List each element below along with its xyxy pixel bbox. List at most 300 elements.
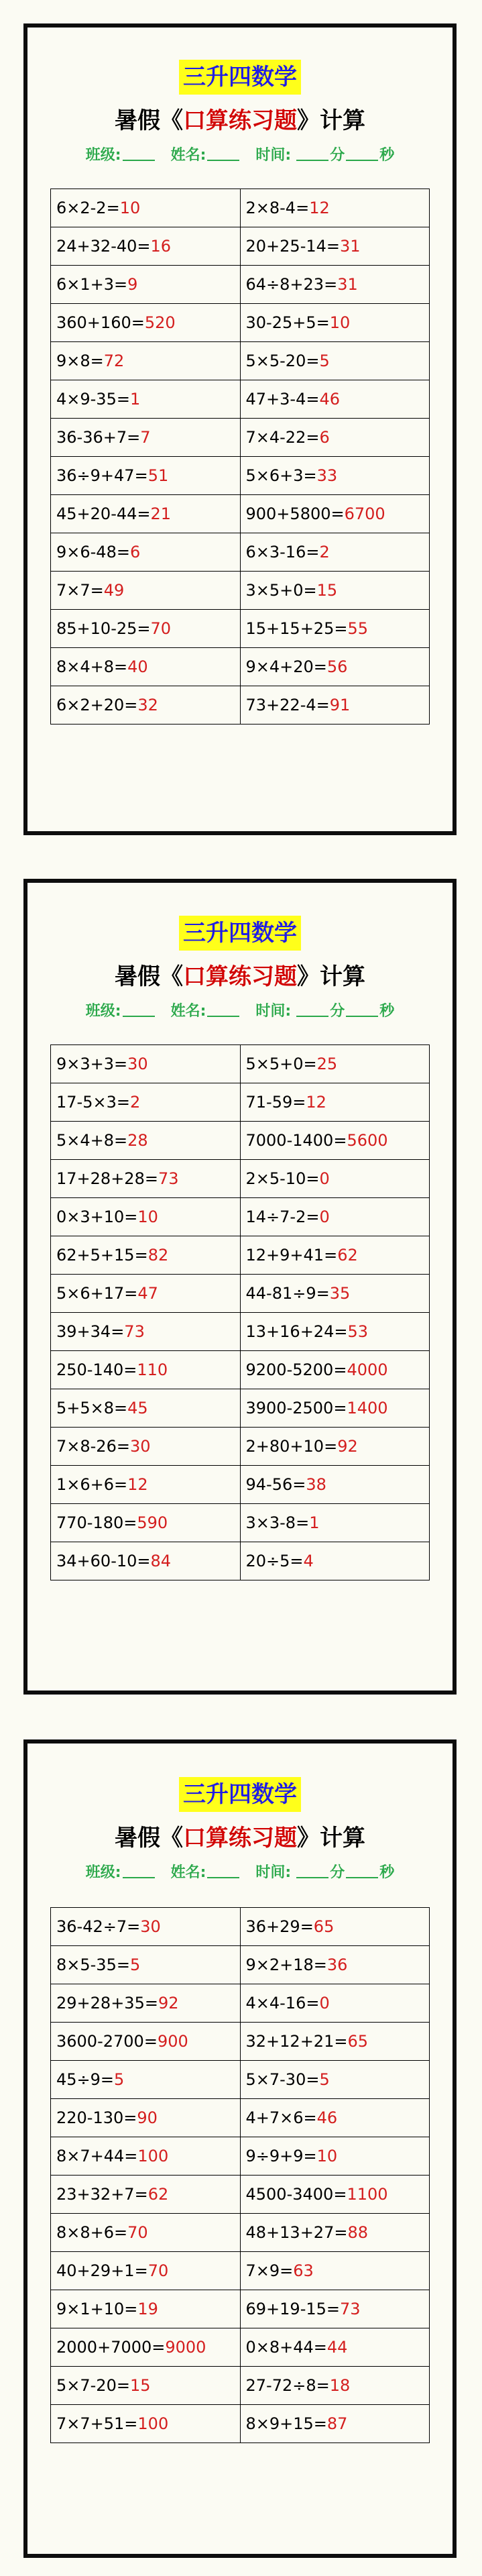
problem-cell (51, 1542, 241, 1580)
problem-answer: 25 (316, 1055, 338, 1073)
problem-question: 770-180= (56, 1513, 137, 1532)
problem-question: 34+60-10= (56, 1552, 151, 1570)
problem-question: 7000-1400= (245, 1131, 347, 1150)
class-blank[interactable] (123, 146, 155, 161)
problem-question: 32+12+21= (245, 2032, 348, 2051)
problem-answer: 0 (319, 1169, 330, 1188)
problem-question: 2+80+10= (245, 1437, 338, 1456)
problem-cell (51, 1122, 241, 1160)
problem-cell (51, 380, 241, 419)
minute-blank[interactable] (296, 1002, 328, 1017)
worksheet-title (27, 105, 453, 136)
problem-question: 85+10-25= (56, 619, 151, 638)
name-label: 姓名: (170, 1864, 206, 1881)
problem-answer: 53 (347, 1322, 368, 1341)
problem-cell (51, 1236, 241, 1275)
problem-question: 71-59= (245, 1093, 306, 1112)
table-row (51, 495, 430, 533)
table-row (51, 266, 430, 304)
problem-question: 13+16+24= (245, 1322, 348, 1341)
grade-badge: 三升四数学 (179, 1777, 301, 1812)
problem-answer: 10 (329, 313, 351, 332)
problem-table (50, 189, 430, 724)
problem-answer: 40 (127, 657, 148, 676)
problem-answer: 56 (326, 657, 348, 676)
problem-cell (240, 266, 430, 304)
table-row (51, 686, 430, 724)
problem-question: 24+32-40= (56, 237, 151, 256)
problem-question: 9×1+10= (56, 2300, 138, 2318)
problem-question: 48+13+27= (245, 2223, 348, 2242)
problem-cell (51, 1466, 241, 1504)
table-row (51, 1428, 430, 1466)
problem-cell (240, 2290, 430, 2328)
problem-question: 9200-5200= (245, 1360, 347, 1379)
problem-cell (51, 1083, 241, 1122)
problem-question: 7×8-26= (56, 1437, 130, 1456)
problem-question: 8×8+6= (56, 2223, 128, 2242)
problem-question: 17-5×3= (56, 1093, 130, 1112)
title-prefix: 暑假《 (115, 107, 183, 134)
problem-question: 4×4-16= (245, 1994, 320, 2012)
worksheet-card-2 (23, 879, 457, 1695)
title-prefix: 暑假《 (115, 1825, 183, 1851)
problem-question: 6×3-16= (245, 543, 320, 561)
problem-cell (240, 2214, 430, 2252)
problem-cell (240, 2099, 430, 2137)
grade-badge: 三升四数学 (179, 60, 301, 95)
problem-question: 36÷9+47= (56, 466, 148, 485)
problem-answer: 31 (337, 275, 358, 294)
problem-question: 0×3+10= (56, 1208, 138, 1226)
minute-blank[interactable] (296, 146, 328, 161)
problem-question: 45+20-44= (56, 504, 151, 523)
problem-question: 5×4+8= (56, 1131, 128, 1150)
problem-answer: 33 (316, 466, 338, 485)
problem-cell (240, 1122, 430, 1160)
minute-blank[interactable] (296, 1864, 328, 1878)
problem-question: 5×5+0= (245, 1055, 317, 1073)
problem-answer: 1400 (347, 1399, 388, 1417)
table-row (51, 1275, 430, 1313)
problem-answer: 73 (340, 2300, 361, 2318)
worksheet-card-3 (23, 1739, 457, 2558)
problem-cell (51, 495, 241, 533)
problem-cell (51, 2290, 241, 2328)
problem-answer: 92 (337, 1437, 358, 1456)
title-prefix: 暑假《 (115, 963, 183, 990)
problem-cell (240, 1542, 430, 1580)
problem-question: 5×7-20= (56, 2376, 130, 2395)
table-row (51, 2176, 430, 2214)
problem-answer: 6 (319, 428, 330, 447)
table-row (51, 533, 430, 572)
problem-table (50, 1044, 430, 1580)
problem-question: 30-25+5= (245, 313, 330, 332)
time-label: 时间: (255, 1864, 292, 1881)
problem-cell (240, 1083, 430, 1122)
problem-question: 47+3-4= (245, 390, 320, 409)
minute-label: 分 (330, 1003, 345, 1020)
problem-cell (51, 1504, 241, 1542)
problem-question: 3×3-8= (245, 1513, 310, 1532)
problem-cell (51, 1389, 241, 1428)
problem-question: 1×6+6= (56, 1475, 128, 1494)
problem-answer: 2 (129, 1093, 141, 1112)
problem-question: 29+28+35= (56, 1994, 158, 2012)
problem-question: 17+28+28= (56, 1169, 158, 1188)
problem-cell (51, 2137, 241, 2176)
table-row (51, 2061, 430, 2099)
problem-answer: 9000 (165, 2338, 206, 2357)
problem-answer: 18 (329, 2376, 351, 2395)
class-blank[interactable] (123, 1002, 155, 1017)
problem-cell (240, 2252, 430, 2290)
student-info-line (27, 1863, 453, 1883)
problem-cell (240, 1504, 430, 1542)
table-row (51, 1351, 430, 1389)
problem-cell (240, 1275, 430, 1313)
problem-question: 0×8+44= (245, 2338, 327, 2357)
problem-cell (51, 1351, 241, 1389)
problem-question: 9×3+3= (56, 1055, 128, 1073)
problem-answer: 70 (150, 619, 172, 638)
problem-answer: 46 (316, 2108, 338, 2127)
problem-question: 4×9-35= (56, 390, 130, 409)
problem-answer: 15 (316, 581, 338, 600)
time-label: 时间: (255, 1003, 292, 1020)
problem-question: 2×8-4= (245, 199, 310, 217)
problem-answer: 88 (347, 2223, 368, 2242)
problem-question: 15+15+25= (245, 619, 348, 638)
problem-answer: 100 (137, 2147, 169, 2165)
problem-question: 5×7-30= (245, 2070, 320, 2089)
problem-answer: 90 (137, 2108, 158, 2127)
problem-answer: 92 (158, 1994, 179, 2012)
problem-answer: 30 (140, 1917, 161, 1936)
problem-cell (51, 227, 241, 266)
table-row (51, 1984, 430, 2023)
problem-table (50, 1907, 430, 2443)
student-info-line (27, 1002, 453, 1022)
problem-cell (51, 2367, 241, 2405)
problem-cell (240, 1236, 430, 1275)
grade-header (27, 916, 453, 951)
problem-cell (51, 2061, 241, 2099)
problem-answer: 91 (329, 696, 351, 714)
class-blank[interactable] (123, 1864, 155, 1878)
problem-question: 20+25-14= (245, 237, 340, 256)
title-highlight: 口算练习题 (183, 1825, 297, 1851)
problem-cell (51, 1198, 241, 1236)
second-blank[interactable] (346, 1864, 378, 1878)
problem-cell (240, 342, 430, 380)
problem-cell (240, 1946, 430, 1984)
problem-question: 64÷8+23= (245, 275, 338, 294)
minute-label: 分 (330, 147, 345, 164)
problem-cell (240, 2328, 430, 2367)
problem-answer: 63 (293, 2261, 314, 2280)
problem-question: 36-42÷7= (56, 1917, 141, 1936)
problem-cell (240, 572, 430, 610)
problem-cell (240, 419, 430, 457)
name-blank[interactable] (207, 1864, 239, 1878)
second-blank[interactable] (346, 146, 378, 161)
problem-cell (51, 1160, 241, 1198)
problem-cell (51, 2252, 241, 2290)
problem-cell (240, 2367, 430, 2405)
problem-cell (51, 419, 241, 457)
problem-question: 9×6-48= (56, 543, 130, 561)
problem-question: 5×5-20= (245, 352, 320, 370)
class-label: 班级: (85, 1003, 121, 1020)
problem-answer: 38 (306, 1475, 326, 1494)
problem-cell (51, 572, 241, 610)
table-row (51, 2252, 430, 2290)
problem-cell (51, 1908, 241, 1946)
problem-question: 40+29+1= (56, 2261, 148, 2280)
table-row (51, 610, 430, 648)
problem-answer: 900 (157, 2032, 188, 2051)
problem-cell (240, 2176, 430, 2214)
problem-question: 62+5+15= (56, 1246, 148, 1265)
problem-cell (51, 686, 241, 724)
problem-question: 360+160= (56, 313, 145, 332)
problem-answer: 5 (129, 1955, 141, 1974)
problem-answer: 7 (140, 428, 151, 447)
title-suffix: 》计算 (297, 107, 365, 134)
table-row (51, 1908, 430, 1946)
table-row (51, 189, 430, 227)
problem-cell (240, 189, 430, 227)
problem-cell (51, 266, 241, 304)
problem-answer: 6 (129, 543, 141, 561)
problem-cell (240, 1351, 430, 1389)
problem-question: 39+34= (56, 1322, 125, 1341)
problem-answer: 82 (147, 1246, 169, 1265)
table-row (51, 457, 430, 495)
table-row (51, 1122, 430, 1160)
problem-cell (240, 227, 430, 266)
problem-answer: 1 (129, 390, 141, 409)
problem-answer: 4 (303, 1552, 314, 1570)
problem-answer: 10 (137, 1208, 158, 1226)
problem-question: 7×4-22= (245, 428, 320, 447)
problem-question: 6×2-2= (56, 199, 120, 217)
problem-answer: 62 (337, 1246, 358, 1265)
problem-cell (240, 1313, 430, 1351)
problem-cell (51, 1275, 241, 1313)
problem-cell (240, 533, 430, 572)
problem-question: 4500-3400= (245, 2185, 347, 2204)
grade-header (27, 1777, 453, 1812)
problem-answer: 0 (319, 1208, 330, 1226)
problem-answer: 12 (309, 199, 330, 217)
problem-question: 8×4+8= (56, 657, 128, 676)
table-row (51, 419, 430, 457)
problem-cell (51, 1946, 241, 1984)
problem-answer: 46 (319, 390, 341, 409)
table-row (51, 1045, 430, 1083)
problem-answer: 65 (347, 2032, 368, 2051)
second-label: 秒 (379, 1864, 395, 1881)
table-row (51, 2137, 430, 2176)
problem-cell (51, 342, 241, 380)
problem-question: 9×4+20= (245, 657, 327, 676)
problem-answer: 21 (150, 504, 172, 523)
problem-cell (240, 2405, 430, 2443)
grade-header (27, 60, 453, 95)
problem-answer: 51 (147, 466, 169, 485)
table-row (51, 1504, 430, 1542)
table-row (51, 1198, 430, 1236)
table-row (51, 227, 430, 266)
problem-question: 73+22-4= (245, 696, 330, 714)
table-row (51, 1542, 430, 1580)
problem-question: 900+5800= (245, 504, 345, 523)
problem-question: 36-36+7= (56, 428, 141, 447)
problem-answer: 12 (127, 1475, 148, 1494)
problem-answer: 10 (119, 199, 141, 217)
table-row (51, 2367, 430, 2405)
problem-cell (51, 189, 241, 227)
problem-answer: 5 (114, 2070, 125, 2089)
problem-answer: 55 (347, 619, 368, 638)
problem-cell (240, 648, 430, 686)
problem-question: 9×8= (56, 352, 104, 370)
problem-cell (240, 495, 430, 533)
problem-question: 5×6+17= (56, 1284, 138, 1303)
problem-cell (51, 2099, 241, 2137)
problem-question: 7×7+51= (56, 2414, 138, 2433)
problem-question: 220-130= (56, 2108, 137, 2127)
problem-cell (240, 1198, 430, 1236)
problem-answer: 19 (137, 2300, 158, 2318)
problem-question: 5+5×8= (56, 1399, 128, 1417)
problem-cell (240, 1389, 430, 1428)
second-label: 秒 (379, 147, 395, 164)
problem-answer: 45 (127, 1399, 148, 1417)
problem-answer: 70 (147, 2261, 169, 2280)
time-label: 时间: (255, 147, 292, 164)
problem-answer: 2 (319, 543, 330, 561)
problem-question: 250-140= (56, 1360, 137, 1379)
problem-cell (51, 304, 241, 342)
problem-answer: 87 (326, 2414, 348, 2433)
problem-cell (240, 1428, 430, 1466)
problem-question: 2000+7000= (56, 2338, 166, 2357)
title-highlight: 口算练习题 (183, 963, 297, 990)
problem-cell (51, 2328, 241, 2367)
problem-answer: 100 (137, 2414, 169, 2433)
table-row (51, 342, 430, 380)
problem-question: 9×2+18= (245, 1955, 327, 1974)
grade-badge: 三升四数学 (179, 916, 301, 951)
table-row (51, 1313, 430, 1351)
problem-answer: 590 (137, 1513, 168, 1532)
problem-answer: 44 (326, 2338, 348, 2357)
name-blank[interactable] (207, 146, 239, 161)
problem-cell (51, 1313, 241, 1351)
problem-cell (51, 2023, 241, 2061)
problem-answer: 65 (313, 1917, 335, 1936)
problem-question: 27-72÷8= (245, 2376, 330, 2395)
problem-cell (240, 1466, 430, 1504)
class-label: 班级: (85, 1864, 121, 1881)
problem-cell (51, 2405, 241, 2443)
problem-answer: 5600 (347, 1131, 388, 1150)
problem-question: 8×7+44= (56, 2147, 138, 2165)
table-row (51, 2290, 430, 2328)
table-row (51, 2328, 430, 2367)
problem-cell (240, 610, 430, 648)
problem-answer: 10 (316, 2147, 338, 2165)
table-row (51, 380, 430, 419)
name-label: 姓名: (170, 147, 206, 164)
problem-answer: 1100 (347, 2185, 388, 2204)
second-blank[interactable] (346, 1002, 378, 1017)
problem-question: 3600-2700= (56, 2032, 158, 2051)
problem-question: 94-56= (245, 1475, 306, 1494)
problem-question: 20÷5= (245, 1552, 304, 1570)
problem-answer: 5 (319, 2070, 330, 2089)
problem-question: 2×5-10= (245, 1169, 320, 1188)
problem-cell (240, 686, 430, 724)
problem-answer: 73 (124, 1322, 145, 1341)
problem-question: 23+32+7= (56, 2185, 148, 2204)
problem-answer: 32 (137, 696, 158, 714)
problem-answer: 0 (319, 1994, 330, 2012)
table-row (51, 572, 430, 610)
problem-cell (51, 457, 241, 495)
problem-answer: 70 (127, 2223, 148, 2242)
problem-question: 12+9+41= (245, 1246, 338, 1265)
problem-cell (51, 2214, 241, 2252)
problem-answer: 35 (329, 1284, 351, 1303)
problem-question: 7×7= (56, 581, 104, 600)
problem-cell (240, 2137, 430, 2176)
problem-question: 7×9= (245, 2261, 294, 2280)
problem-cell (51, 1045, 241, 1083)
problem-answer: 5 (319, 352, 330, 370)
problem-answer: 28 (127, 1131, 148, 1150)
problem-answer: 49 (103, 581, 125, 600)
name-blank[interactable] (207, 1002, 239, 1017)
problem-cell (51, 610, 241, 648)
table-row (51, 2214, 430, 2252)
problem-answer: 84 (150, 1552, 172, 1570)
problem-cell (51, 2176, 241, 2214)
minute-label: 分 (330, 1864, 345, 1881)
problem-cell (240, 380, 430, 419)
problem-answer: 47 (137, 1284, 158, 1303)
problem-question: 36+29= (245, 1917, 314, 1936)
problem-cell (240, 1045, 430, 1083)
problem-answer: 110 (137, 1360, 168, 1379)
problem-cell (51, 1428, 241, 1466)
problem-answer: 12 (306, 1093, 326, 1112)
table-row (51, 2099, 430, 2137)
problem-answer: 36 (326, 1955, 348, 1974)
problem-answer: 4000 (347, 1360, 388, 1379)
problem-question: 9÷9+9= (245, 2147, 317, 2165)
problem-answer: 31 (340, 237, 361, 256)
problem-cell (240, 304, 430, 342)
problem-cell (51, 533, 241, 572)
problem-answer: 72 (103, 352, 125, 370)
problem-answer: 62 (147, 2185, 169, 2204)
title-suffix: 》计算 (297, 1825, 365, 1851)
